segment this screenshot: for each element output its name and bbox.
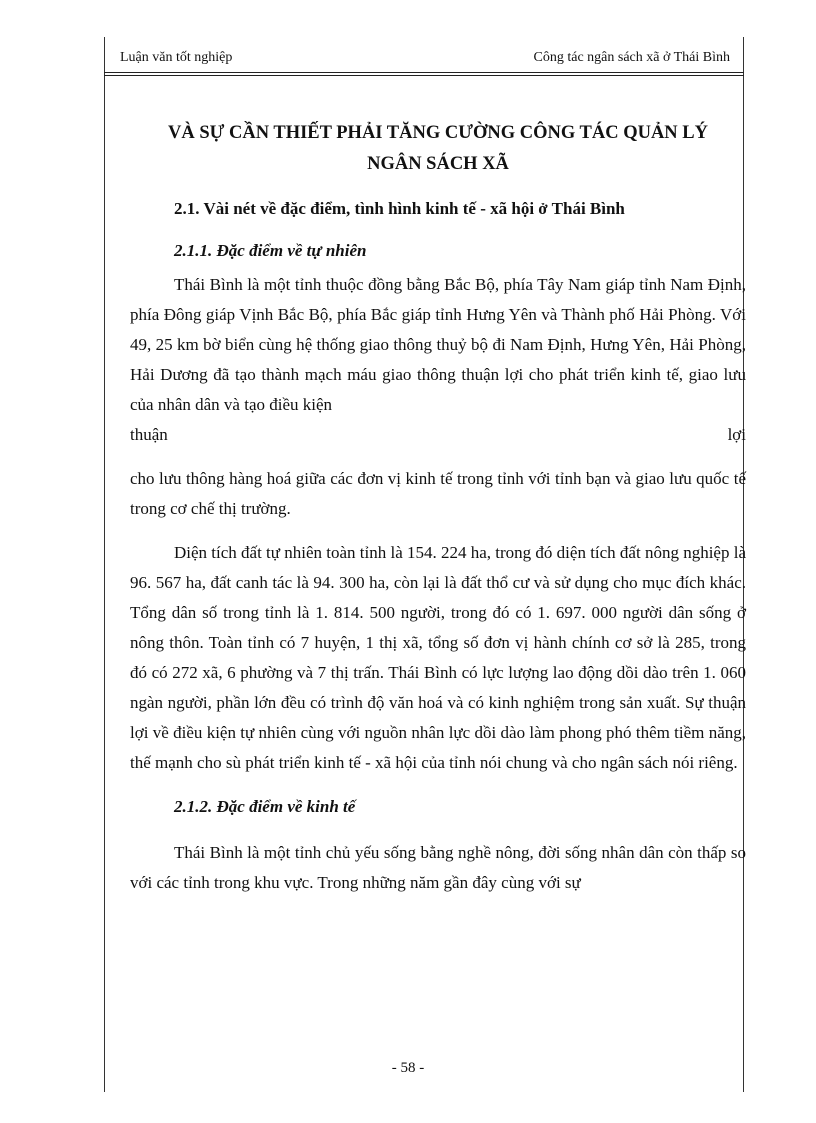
header-thesis-label: Luận văn tốt nghiệp [120, 50, 233, 65]
paragraph-split-line [130, 420, 746, 450]
chapter-title-line-1: VÀ SỰ CẦN THIẾT PHẢI TĂNG CƯỜNG CÔNG TÁC QUẢN LÝ [168, 123, 708, 143]
running-header [104, 47, 744, 75]
subsection-heading-2-1-2: 2.1.2. Đặc điểm về kinh tế [174, 797, 356, 816]
paragraph-economic-features: Thái Bình là một tỉnh chủ yếu sống bằng nghề nông, đời sống nhân dân còn thấp so với các tỉnh trong khu vực. Trong những năm gần đây cùng với sự [130, 843, 746, 892]
split-word-left: thuận [130, 425, 168, 444]
split-word-right: lợi [727, 425, 746, 444]
subsection-heading-2-1-1: 2.1.1. Đặc điểm về tự nhiên [174, 241, 367, 260]
paragraph-area-population: Diện tích đất tự nhiên toàn tỉnh là 154. 224 ha, trong đó diện tích đất nông nghiệp là 96. 567 ha, đất canh tác là 94. 300 ha, còn lại là đất thổ cư và sử dụng cho mục đích khác. Tổng dân số trong tỉnh là 1. 814. 500 người, trong đó có 1. 697. 000 người dân sống ở nông thôn. Toàn tỉnh có 7 huyện, 1 thị xã, tổng số đơn vị hành chính cơ sở là 285, trong đó có 272 xã, 6 phường và 7 thị trấn. Thái Bình có lực lượng lao động dồi dào trên 1. 060 ngàn người, phần lớn đều có trình độ văn hoá và có kinh nghiệm trong sản xuất. Sự thuận lợi về điều kiện tự nhiên cùng với nguồn nhân lực dồi dào làm phong phó thêm tiềm năng, thế mạnh cho sù phát triển kinh tế - xã hội của tỉnh nói chung và cho ngân sách nói riêng. [130, 543, 746, 772]
paragraph-natural-features-cont: cho lưu thông hàng hoá giữa các đơn vị kinh tế trong tỉnh với tỉnh bạn và giao lưu quốc tế trong cơ chế thị trường. [130, 469, 746, 518]
header-topic-label: Công tác ngân sách xã ở Thái Bình [533, 50, 730, 65]
page-number: - 58 - [391, 1060, 425, 1076]
paragraph-natural-features: Thái Bình là một tỉnh thuộc đồng bằng Bắc Bộ, phía Tây Nam giáp tỉnh Nam Định, phía Đông giáp Vịnh Bắc Bộ, phía Bắc giáp tỉnh Hưng Yên và Thành phố Hải Phòng. Với 49, 25 km bờ biển cùng hệ thống giao thông thuỷ bộ đi Nam Định, Hưng Yên, Hải Phòng, Hải Dương đã tạo thành mạch máu giao thông thuận lợi cho phát triển kinh tế, giao lưu của nhân dân và tạo điều kiện [130, 275, 746, 414]
page-content [130, 118, 746, 898]
section-heading-2-1: 2.1. Vài nét về đặc điểm, tình hình kinh tế - xã hội ở Thái Bình [174, 199, 625, 218]
header-double-rule [104, 72, 744, 76]
chapter-title-line-2: NGÂN SÁCH XÃ [367, 154, 509, 174]
